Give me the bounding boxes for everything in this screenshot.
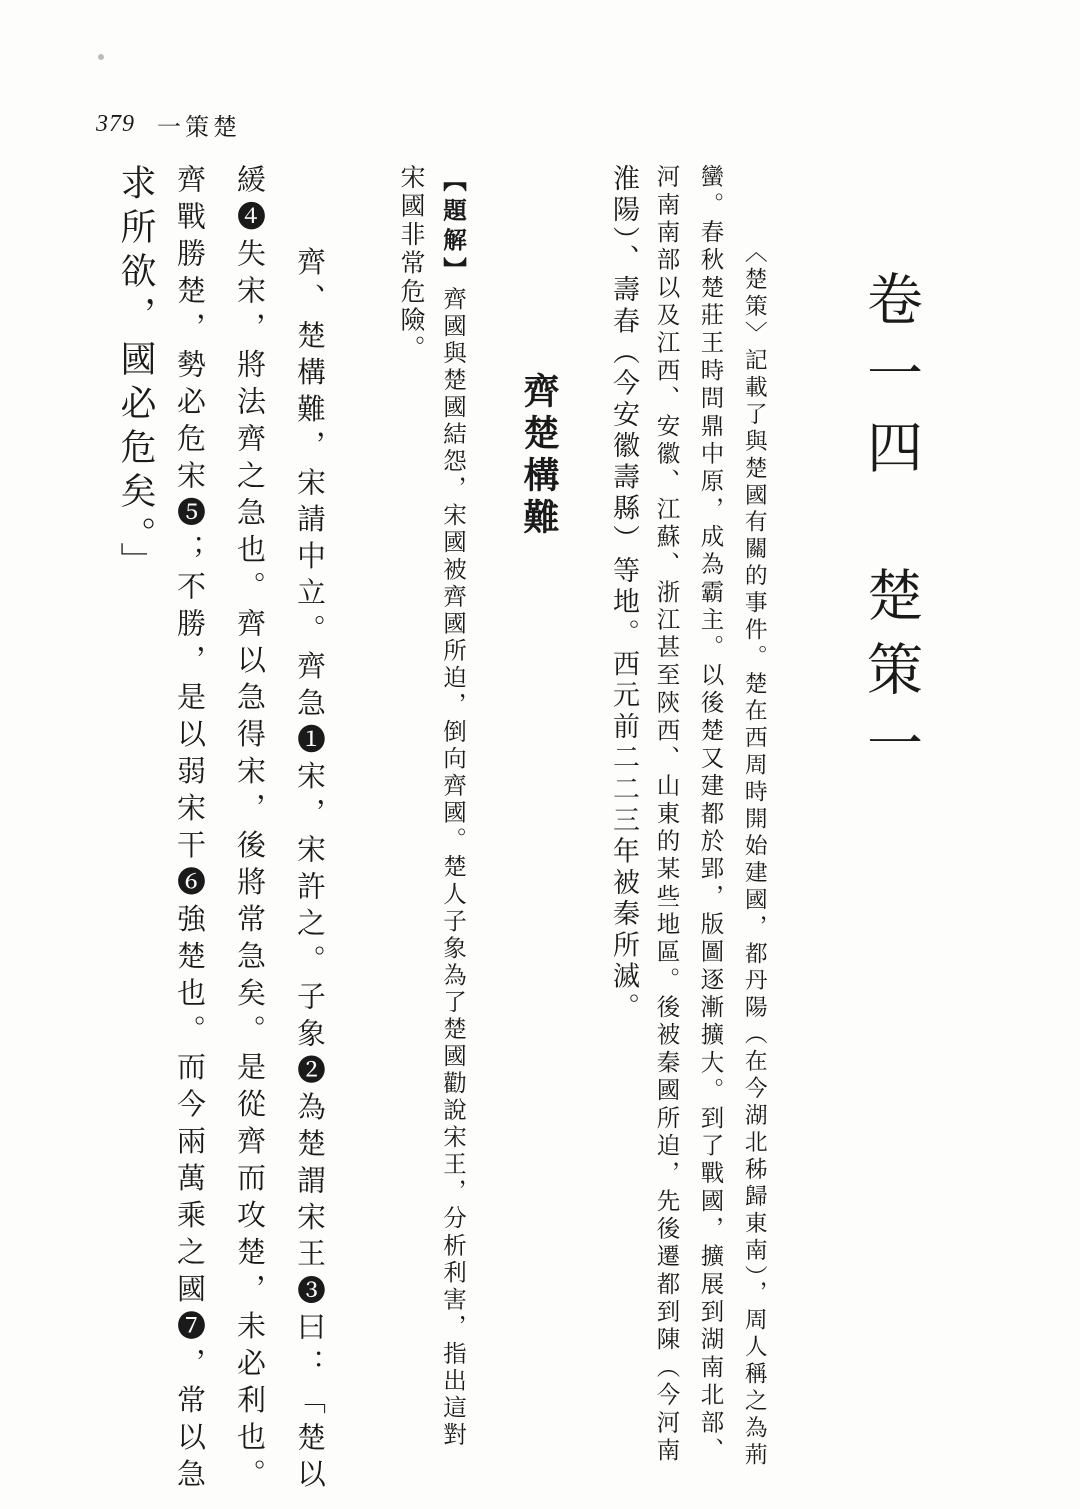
intro-line: 河南南部以及江西、安徽、江蘇、浙江甚至陝西、山東的某些地區。後被秦國所迫，先後遷都到陳（今河南 — [652, 164, 681, 1465]
intro-line: 淮陽）、壽春（今安徽壽縣）等地。西元前二二三年被秦所滅。 — [608, 164, 639, 1025]
chapter-title: 卷一四 楚策一 — [858, 270, 923, 788]
tijie-line — [436, 168, 470, 1449]
intro-line: 蠻。春秋楚莊王時問鼎中原，成為霸主。以後楚又建都於郢，版圖逐漸擴大。到了戰國，擴展到湖南北部、 — [696, 164, 725, 1465]
tijie-text: 齊國與楚國結怨，宋國被齊國所迫，倒向齊國。楚人子象為了楚國勸說宋王，分析利害，指出這對 — [439, 286, 467, 1449]
tijie-label: 【題解】 — [439, 168, 467, 287]
page-mark — [98, 54, 104, 60]
main-text-line: 求所欲，國必危矣。」 — [115, 164, 156, 586]
page-number: 379 — [96, 110, 135, 137]
section-title: 齊楚構難 — [518, 372, 560, 540]
tijie-line: 宋國非常危險。 — [397, 164, 426, 364]
main-text-line: 齊、楚構難，宋請中立。齊急❶宋，宋許之。子象❷為楚謂宋王❸曰：「楚以 — [293, 210, 327, 1496]
running-head: 一策楚 — [157, 112, 241, 141]
page-header — [96, 104, 241, 144]
main-text-line: 緩❹失宋，將法齊之急也。齊以急得宋，後將常急矣。是從齊而攻楚，未必利也。 — [233, 164, 267, 1496]
intro-line: 〈楚策〉記載了與楚國有關的事件。楚在西周時開始建國，都丹陽（在今湖北秭歸東南），周人稱之為荊 — [740, 240, 767, 1470]
main-text-line: 齊戰勝楚，勢必危宋❺；不勝，是以弱宋干❻強楚也。而今兩萬乘之國❼，常以急 — [173, 164, 207, 1496]
